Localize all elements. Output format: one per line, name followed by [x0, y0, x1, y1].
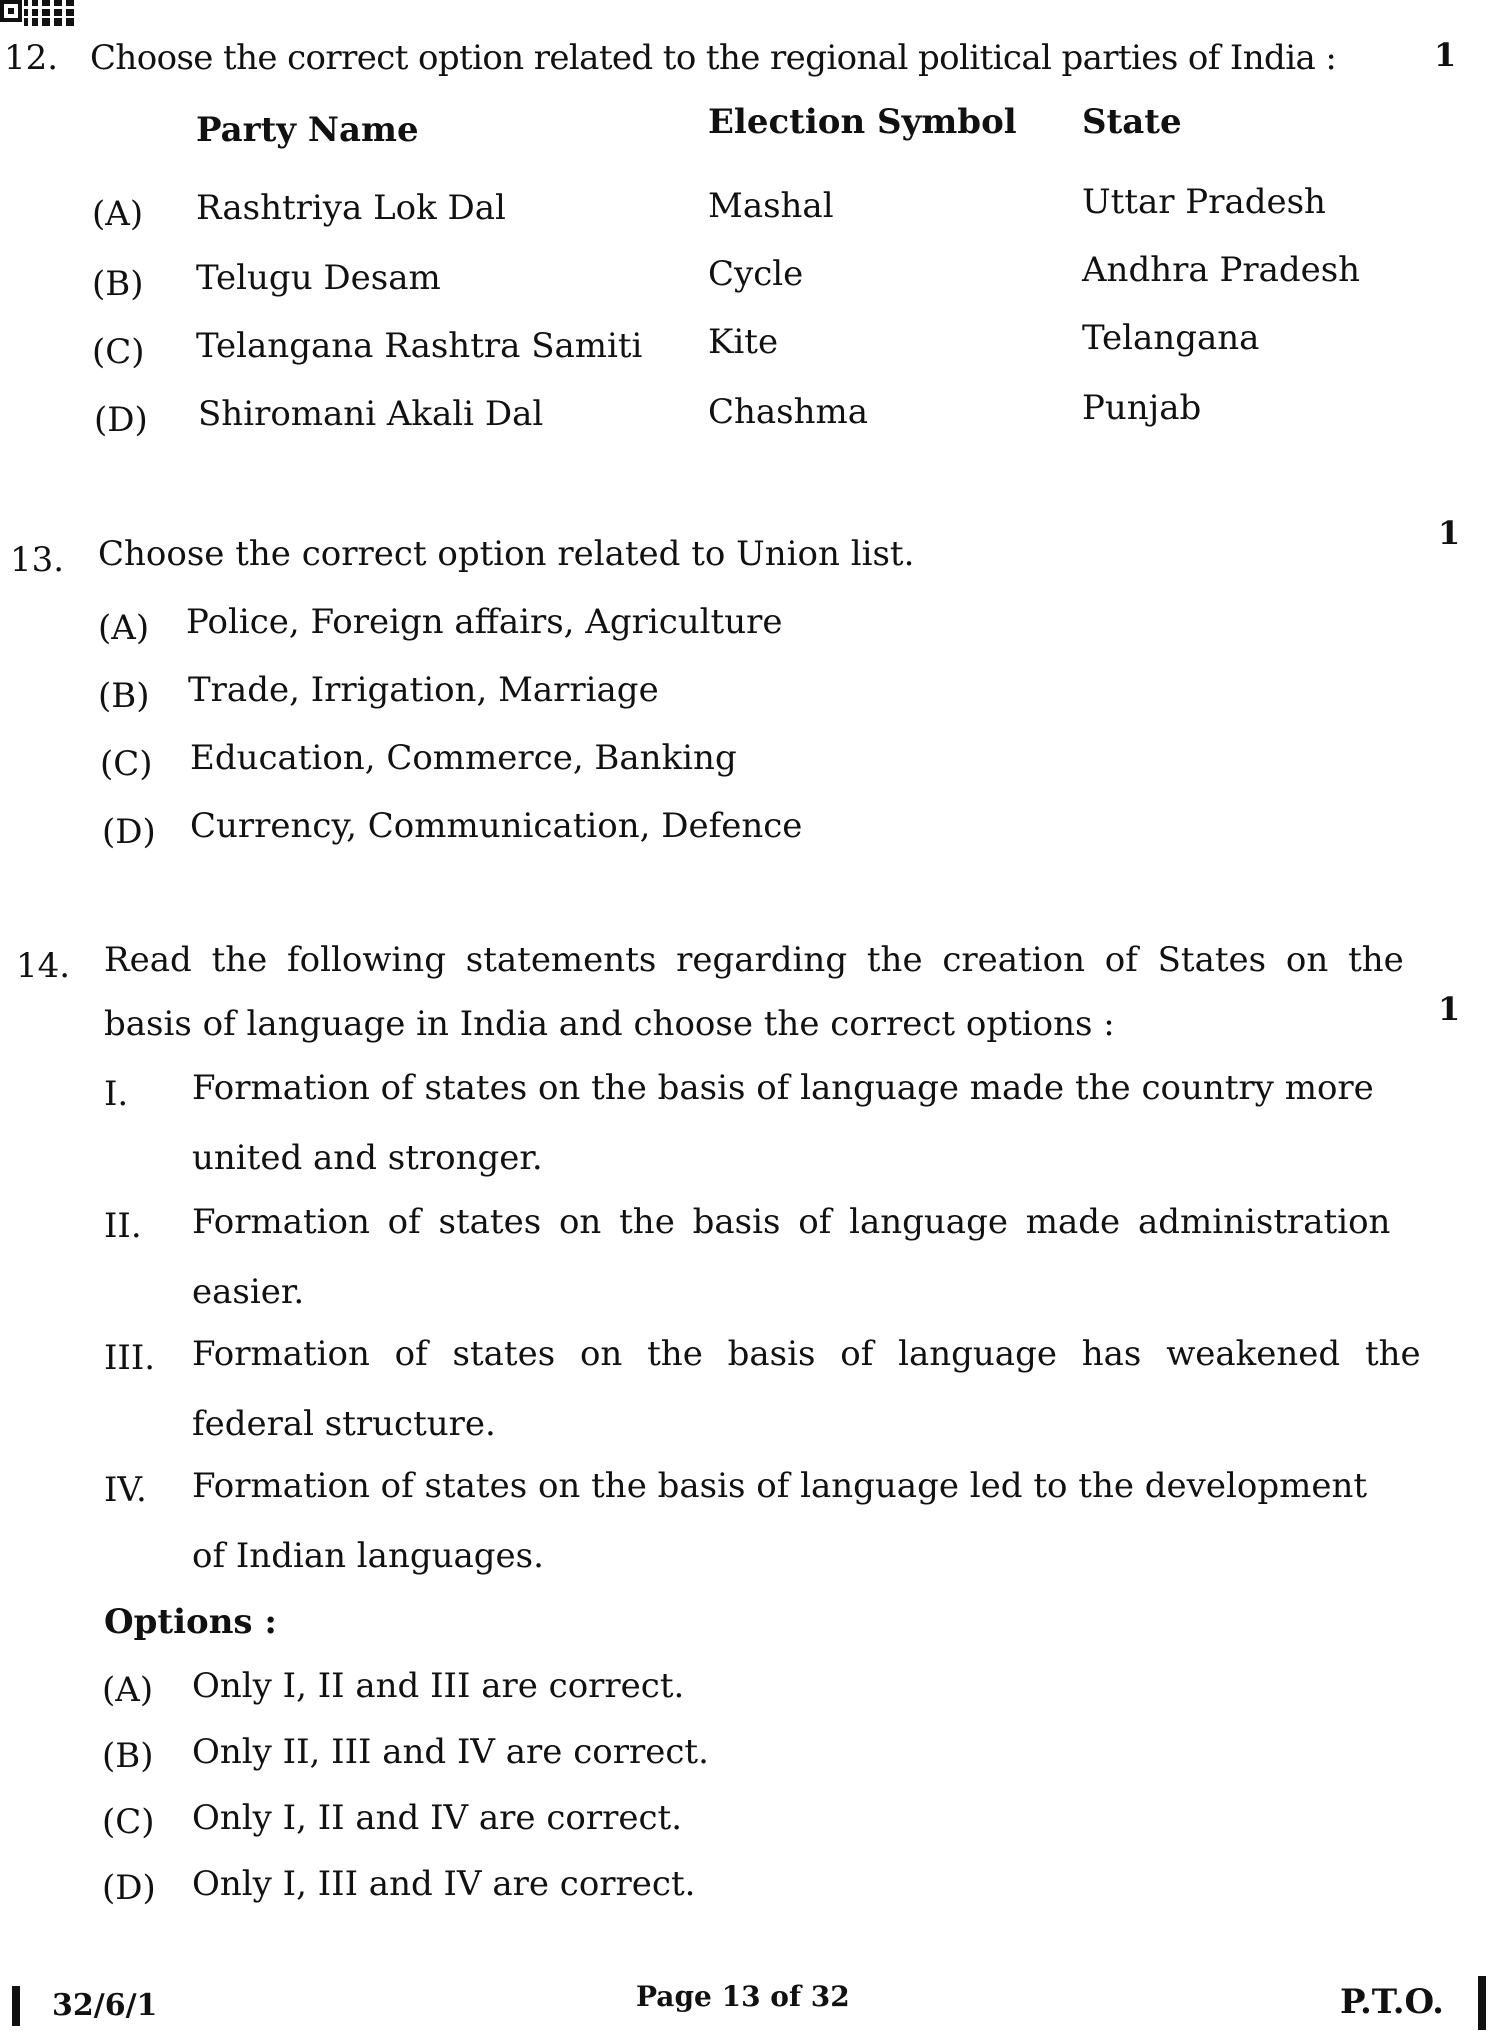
option-text: Education, Commerce, Banking [190, 738, 737, 778]
party-name: Rashtriya Lok Dal [196, 188, 506, 228]
statement-line2: of Indian languages. [192, 1536, 544, 1576]
statement-line1: Formation of states on the basis of language made administration [192, 1202, 1391, 1242]
election-symbol: Chashma [708, 392, 869, 432]
question-text: Choose the correct option related to Union list. [98, 534, 915, 574]
election-symbol: Kite [708, 322, 779, 362]
state: Andhra Pradesh [1082, 250, 1361, 290]
option-text: Only II, III and IV are correct. [192, 1732, 709, 1772]
option-label: (B) [102, 1736, 154, 1776]
state: Telangana [1082, 318, 1260, 358]
paper-code: 32/6/1 [52, 1988, 158, 2023]
pto-label: P.T.O. [1340, 1982, 1444, 2022]
statement-line1: Formation of states on the basis of language made the country more [192, 1068, 1374, 1108]
option-text: Currency, Communication, Defence [190, 806, 803, 846]
table-header-symbol: Election Symbol [708, 102, 1017, 142]
page-number: Page 13 of 32 [636, 1980, 850, 2013]
option-text: Only I, III and IV are correct. [192, 1864, 696, 1904]
qr-data-pattern [24, 0, 74, 26]
option-label: (C) [102, 1802, 155, 1842]
qr-code-icon [0, 0, 76, 26]
party-name: Shiromani Akali Dal [198, 394, 544, 434]
question-number: 12. [4, 38, 59, 78]
option-label: (A) [102, 1670, 154, 1710]
row-label: (C) [92, 332, 145, 372]
question-number: 14. [16, 946, 71, 986]
row-label: (A) [92, 194, 144, 234]
option-label: (D) [102, 812, 156, 852]
option-text: Only I, II and III are correct. [192, 1666, 685, 1706]
statement-line2: united and stronger. [192, 1138, 543, 1178]
option-label: (B) [98, 676, 150, 716]
footer-left-bar [12, 1986, 20, 2026]
footer-right-bar [1478, 1976, 1486, 2030]
marks: 1 [1434, 36, 1457, 74]
option-text: Trade, Irrigation, Marriage [188, 670, 659, 710]
marks: 1 [1438, 514, 1461, 552]
party-name: Telangana Rashtra Samiti [196, 326, 643, 366]
election-symbol: Cycle [708, 254, 804, 294]
statement-line2: easier. [192, 1272, 305, 1312]
election-symbol: Mashal [708, 186, 834, 226]
state: Punjab [1082, 388, 1202, 428]
options-heading: Options : [104, 1602, 277, 1642]
statement-line1: Formation of states on the basis of language led to the development [192, 1466, 1368, 1506]
statement-label: I. [104, 1074, 129, 1114]
statement-line1: Formation of states on the basis of language has weakened the [192, 1334, 1421, 1374]
state: Uttar Pradesh [1082, 182, 1326, 222]
statement-line2: federal structure. [192, 1404, 496, 1444]
option-text: Only I, II and IV are correct. [192, 1798, 683, 1838]
question-text: Choose the correct option related to the regional political parties of India : [90, 38, 1337, 78]
row-label: (D) [94, 400, 148, 440]
marks: 1 [1438, 990, 1461, 1028]
option-label: (C) [100, 744, 153, 784]
option-text: Police, Foreign affairs, Agriculture [186, 602, 783, 642]
row-label: (B) [92, 264, 144, 304]
option-label: (D) [102, 1868, 156, 1908]
statement-label: IV. [104, 1470, 147, 1510]
table-header-party: Party Name [196, 110, 419, 150]
option-label: (A) [98, 608, 150, 648]
statement-label: III. [104, 1338, 156, 1378]
qr-finder-pattern [0, 0, 22, 22]
question-text-line2: basis of language in India and choose the correct options : [104, 1004, 1115, 1044]
question-text-line1: Read the following statements regarding the creation of States on the [104, 940, 1404, 980]
party-name: Telugu Desam [196, 258, 441, 298]
table-header-state: State [1082, 102, 1182, 142]
statement-label: II. [104, 1206, 142, 1246]
question-number: 13. [10, 540, 65, 580]
